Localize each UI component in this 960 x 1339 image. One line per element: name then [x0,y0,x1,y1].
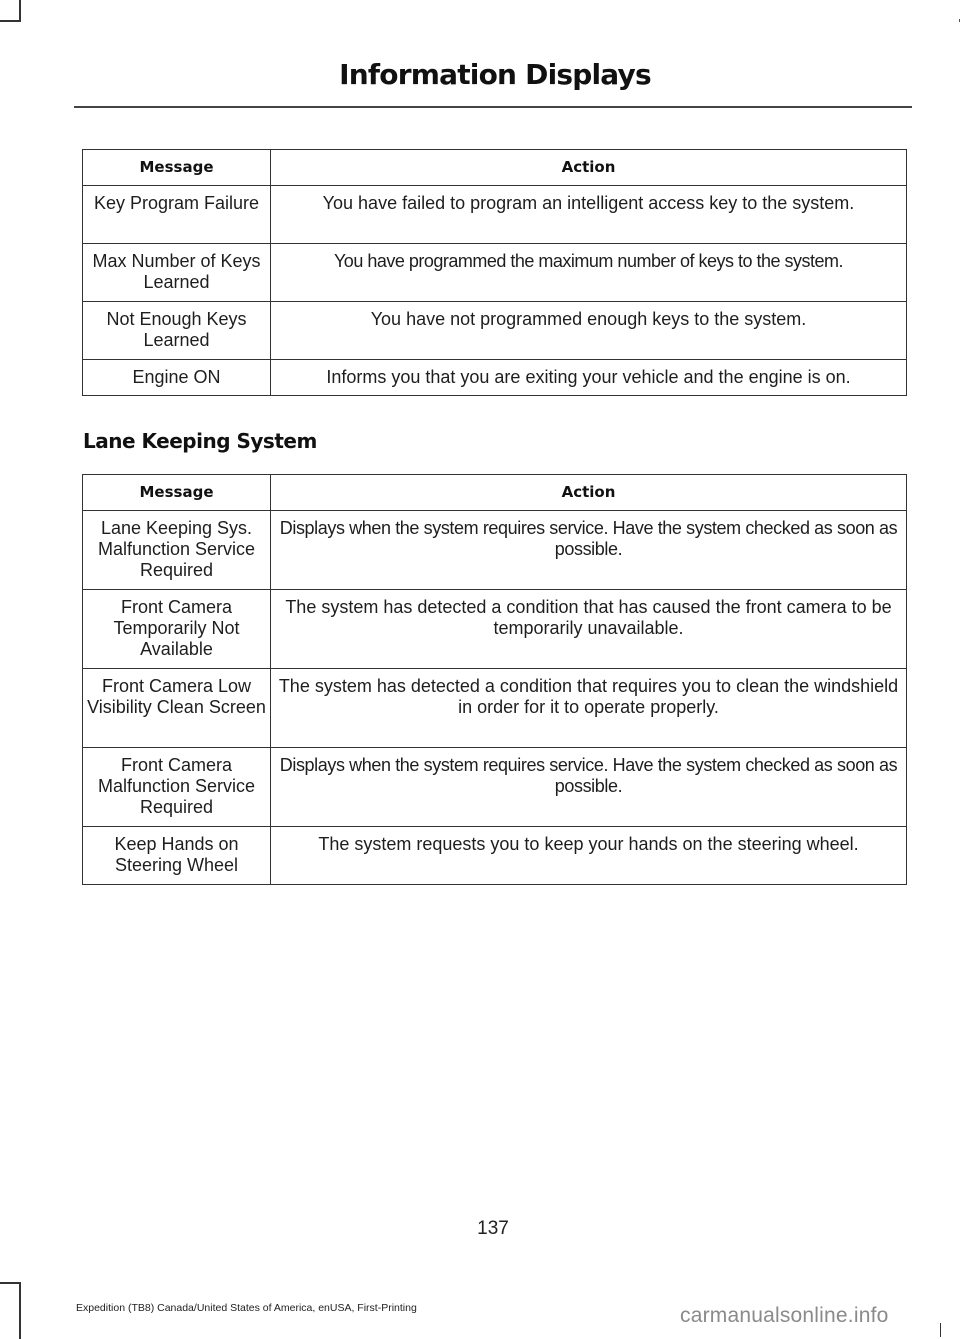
table-row [83,511,907,590]
crop-mark-bottom-left [0,1282,21,1339]
action-cell: The system has detected a condition that has caused the front camera to be temporarily unavailable. [271,590,907,669]
message-cell: Max Number of Keys Learned [83,244,271,302]
page-title: Information Displays [339,58,651,91]
key-messages-table [82,149,907,396]
watermark-link[interactable]: carmanualsonline.info [680,1304,889,1327]
action-cell: You have programmed the maximum number of keys to the system. [271,244,907,302]
column-header-action: Action [271,150,907,186]
table-row [83,748,907,827]
table-row [83,302,907,360]
message-cell: Lane Keeping Sys. Malfunction Service Required [83,511,271,590]
table-row [83,590,907,669]
action-cell: Informs you that you are exiting your vehicle and the engine is on. [271,360,907,396]
lane-keeping-messages-table [82,474,907,885]
message-cell: Front Camera Malfunction Service Required [83,748,271,827]
crop-mark-top-left [0,0,21,22]
message-cell: Front Camera Low Visibility Clean Screen [83,669,271,748]
edition-footer: Expedition (TB8) Canada/United States of America, enUSA, First-Printing [76,1302,417,1314]
message-cell: Keep Hands on Steering Wheel [83,827,271,885]
action-cell: You have not programmed enough keys to the system. [271,302,907,360]
message-cell: Front Camera Temporarily Not Available [83,590,271,669]
title-divider [74,106,912,108]
table-header-row [83,150,907,186]
table-row [83,360,907,396]
message-cell: Key Program Failure [83,186,271,244]
table-row [83,669,907,748]
action-cell: Displays when the system requires service. Have the system checked as soon as possible. [271,748,907,827]
column-header-message: Message [83,150,271,186]
column-header-action: Action [271,475,907,511]
table-row [83,186,907,244]
action-cell: The system requests you to keep your hands on the steering wheel. [271,827,907,885]
table-row [83,244,907,302]
section-heading-lane-keeping: Lane Keeping System [83,429,317,453]
crop-mark-bottom-right [940,1323,941,1337]
action-cell: Displays when the system requires service. Have the system checked as soon as possible. [271,511,907,590]
column-header-message: Message [83,475,271,511]
table-header-row [83,475,907,511]
action-cell: You have failed to program an intelligent access key to the system. [271,186,907,244]
table-row [83,827,907,885]
message-cell: Not Enough Keys Learned [83,302,271,360]
action-cell: The system has detected a condition that requires you to clean the windshield in order for it to operate properly. [271,669,907,748]
page-number: 137 [477,1218,509,1239]
message-cell: Engine ON [83,360,271,396]
